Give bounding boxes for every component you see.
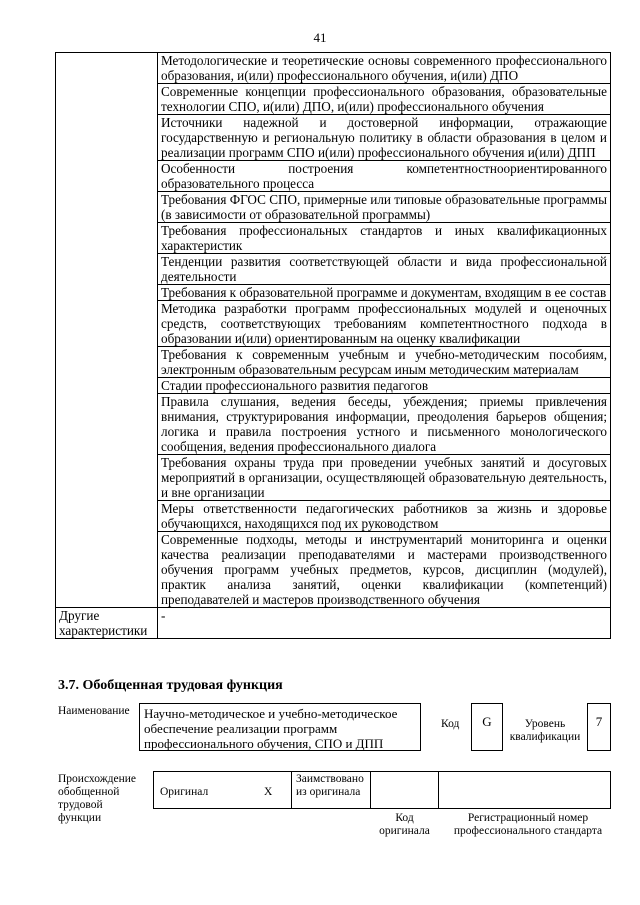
original-label: Оригинал: [160, 786, 209, 798]
section-title: 3.7. Обобщенная трудовая функция: [58, 678, 283, 693]
table-row: [56, 53, 611, 84]
table-row: [56, 285, 611, 301]
reg-number-caption: Регистрационный номер профессионального стандарта: [453, 812, 603, 837]
knowledge-item: Требования охраны труда при проведении учебных занятий и досуговых мероприятий в организации, осуществляющей образовательную деятельность, и вне организации: [158, 455, 611, 501]
knowledge-item: Стадии профессионального развития педагогов: [158, 378, 611, 394]
label-cell: [56, 254, 158, 285]
label-cell: [56, 84, 158, 115]
knowledge-table: [55, 52, 611, 639]
table-row: [56, 223, 611, 254]
label-cell: [56, 301, 158, 347]
label-cell: [56, 161, 158, 192]
code-label: Код: [441, 718, 460, 730]
other-value: -: [158, 608, 611, 639]
knowledge-item: Методика разработки программ профессиональных модулей и оценочных средств, соответствующих требованиям компетентностного подхода в образовании и(или) ориентированным на оценку квалификации: [158, 301, 611, 347]
table-row: [56, 84, 611, 115]
origin-label: Происхождение обобщенной трудовой функции: [58, 773, 137, 824]
label-cell: [56, 378, 158, 394]
code-original-cell: [370, 771, 439, 809]
page-number: 41: [313, 30, 327, 45]
knowledge-item: Требования к образовательной программе и документам, входящим в ее состав: [158, 285, 611, 301]
table-row: [56, 455, 611, 501]
table-row: [56, 254, 611, 285]
code-original-caption: Код оригинала: [379, 812, 430, 837]
name-label: Наименование: [58, 705, 130, 717]
knowledge-item: Требования профессиональных стандартов и иных квалификационных характеристик: [158, 223, 611, 254]
label-cell: [56, 394, 158, 455]
table-row: [56, 394, 611, 455]
table-row: [56, 301, 611, 347]
code-box: [471, 703, 503, 751]
table-row: [56, 501, 611, 532]
label-cell: [56, 501, 158, 532]
label-cell: [56, 532, 158, 608]
original-cell: [153, 771, 292, 809]
knowledge-item: Методологические и теоретические основы современного профессионального образования, и(или) профессионального обучения, и(или) ДПО: [158, 53, 611, 84]
label-cell: [56, 455, 158, 501]
label-cell: [56, 53, 158, 84]
level-value: 7: [595, 714, 603, 729]
table-row: [56, 347, 611, 378]
table-row: [56, 532, 611, 608]
other-label: Другие характеристики: [56, 608, 158, 639]
knowledge-item: Правила слушания, ведения беседы, убеждения; приемы привлечения внимания, структурирования информации, преодоления барьеров общения; логика и правила построения устного и письменного монологического сообщения, ведения профессионального диалога: [158, 394, 611, 455]
borrowed-cell: [291, 771, 371, 809]
label-cell: [56, 347, 158, 378]
reg-number-cell: [438, 771, 611, 809]
level-box: [587, 703, 611, 751]
knowledge-item: Особенности построения компетентностноориентированного образовательного процесса: [158, 161, 611, 192]
knowledge-item: Современные подходы, методы и инструментарий мониторинга и оценки качества реализации преподавателями и мастерами производственного обучения программ учебных предметов, курсов, дисциплин (модулей), практик анализа занятий, оценки квалификации (компетенций) преподавателей и мастеров производственного обучения: [158, 532, 611, 608]
other-row: [56, 608, 611, 639]
knowledge-item: Источники надежной и достоверной информации, отражающие государственную и региональную политику в области образования в целом и реализации программ СПО и(или) профессионального обучения и(или) ДПП: [158, 115, 611, 161]
knowledge-item: Меры ответственности педагогических работников за жизнь и здоровье обучающихся, находящихся под их руководством: [158, 501, 611, 532]
table-row: [56, 115, 611, 161]
knowledge-item: Тенденции развития соответствующей области и вида профессиональной деятельности: [158, 254, 611, 285]
table-row: [56, 378, 611, 394]
label-cell: [56, 115, 158, 161]
table-row: [56, 192, 611, 223]
borrowed-label: Заимствовано из оригинала: [296, 773, 364, 798]
label-cell: [56, 285, 158, 301]
code-value: G: [482, 714, 492, 729]
knowledge-item: Требования ФГОС СПО, примерные или типовые образовательные программы (в зависимости от образовательной программы): [158, 192, 611, 223]
function-name: Научно-методическое и учебно-методическое обеспечение реализации программ профессионального обучения, СПО и ДПП: [144, 706, 398, 751]
name-box: [139, 703, 421, 751]
knowledge-item: Современные концепции профессионального образования, образовательные технологии СПО, и(или) ДПО, и(или) профессионального обучения: [158, 84, 611, 115]
level-label: Уровень квалификации: [509, 718, 581, 743]
label-cell: [56, 223, 158, 254]
knowledge-item: Требования к современным учебным и учебно-методическим пособиям, электронным образовательным ресурсам иным методическим материалам: [158, 347, 611, 378]
original-mark: X: [264, 786, 273, 798]
table-row: [56, 161, 611, 192]
label-cell: [56, 192, 158, 223]
